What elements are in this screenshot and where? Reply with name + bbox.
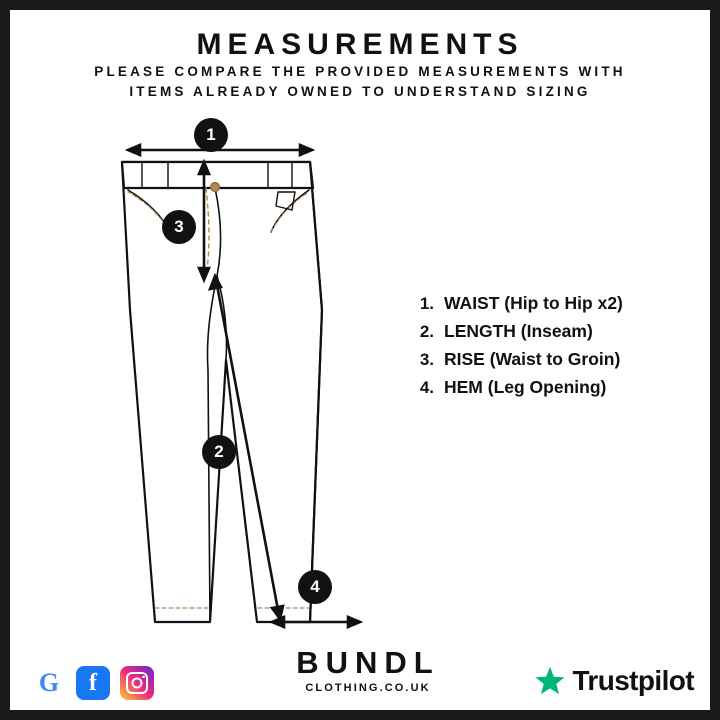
card-inner bbox=[10, 10, 710, 710]
trustpilot-label: Trustpilot bbox=[572, 665, 694, 696]
brand-name: BUNDL bbox=[296, 645, 440, 680]
legend-label: LENGTH (Inseam) bbox=[444, 321, 593, 341]
google-icon[interactable]: G bbox=[32, 666, 66, 700]
legend-number: 4. bbox=[419, 378, 434, 397]
legend-item bbox=[406, 321, 706, 342]
legend-item bbox=[406, 377, 706, 398]
trustpilot-star-icon bbox=[535, 666, 565, 696]
social-links bbox=[32, 666, 154, 700]
legend-label: RISE (Waist to Groin) bbox=[444, 349, 621, 369]
subtitle-line-2: ITEMS ALREADY OWNED TO UNDERSTAND SIZING bbox=[129, 84, 591, 99]
facebook-icon[interactable]: f bbox=[76, 666, 110, 700]
legend-number: 3. bbox=[419, 350, 434, 369]
page-title: MEASUREMENTS bbox=[196, 28, 524, 61]
trustpilot-badge[interactable] bbox=[535, 665, 694, 697]
legend-label: WAIST (Hip to Hip x2) bbox=[444, 293, 623, 313]
legend-number: 2. bbox=[419, 322, 434, 341]
marker-badge-4: 4 bbox=[298, 570, 332, 604]
measurement-legend bbox=[406, 293, 706, 405]
marker-badge-2: 2 bbox=[202, 435, 236, 469]
instagram-icon[interactable] bbox=[120, 666, 154, 700]
brand-logo bbox=[268, 646, 468, 694]
marker-badge-3: 3 bbox=[162, 210, 196, 244]
instagram-glyph bbox=[126, 672, 148, 694]
legend-item bbox=[406, 349, 706, 370]
legend-label: HEM (Leg Opening) bbox=[444, 377, 607, 397]
marker-badge-1: 1 bbox=[194, 118, 228, 152]
subtitle-line-1: PLEASE COMPARE THE PROVIDED MEASUREMENTS WITH bbox=[94, 64, 626, 79]
brand-domain: CLOTHING.CO.UK bbox=[305, 682, 431, 694]
legend-number: 1. bbox=[419, 294, 434, 313]
legend-item bbox=[406, 293, 706, 314]
